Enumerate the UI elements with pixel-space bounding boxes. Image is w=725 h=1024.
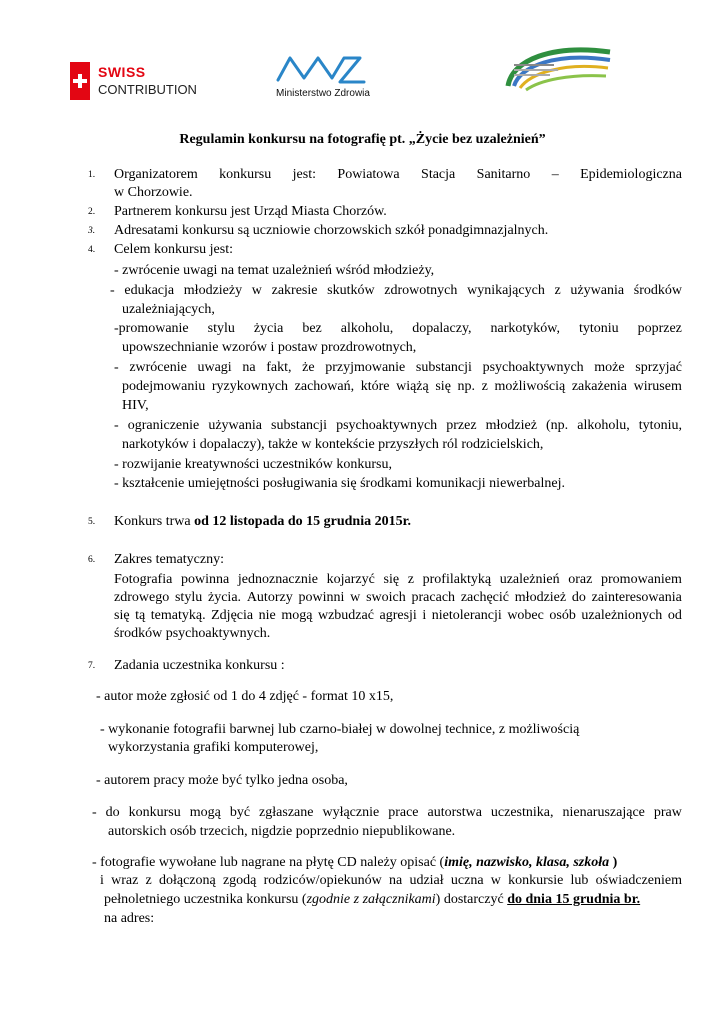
item-4-goal-c-line-1-word: życia: [253, 321, 284, 336]
item-5-text: [114, 513, 411, 531]
item-7-task-d-line-1-word: konkursu: [128, 805, 181, 820]
item-6-line-3-word: się: [114, 608, 130, 623]
item-6-line-2-word: pracach: [411, 590, 456, 605]
item-4-goal-c-line-1-word: narkotyków,: [490, 321, 560, 336]
item-6-line-2-word: młodzież: [514, 590, 567, 605]
item-4-goal-b-line-1-word: używania: [570, 283, 625, 298]
item-4-goal-d-line-1-word: sprzyjać: [635, 360, 682, 375]
item-7-task-e-prefix: - fotografie wywołane lub nagrane na płytę CD należy opisać (: [92, 855, 445, 870]
item-4-goal-c-line-1-word: bez: [302, 321, 322, 336]
item-6-line-1-word: się: [383, 572, 400, 587]
item-6-text: Zakres tematyczny:: [114, 552, 225, 567]
item-7-task-e-line-2-word: na: [389, 873, 403, 888]
item-7-task-d-line-1-word: zgłaszane: [259, 805, 314, 820]
item-4-goal-e-line-1-word: tytoniu,: [638, 418, 682, 433]
item-4-goal-c-line-1-word: alkoholu,: [340, 321, 394, 336]
item-7-task-d-line-1-word: uczestnika,: [490, 805, 554, 820]
item-4-number: 4.: [88, 245, 96, 255]
item-2-text: Partnerem konkursu jest Urząd Miasta Chorzów.: [114, 204, 387, 219]
swiss-logo-line2: CONTRIBUTION: [98, 82, 197, 97]
item-6-line-3-word: Zdjęcia: [211, 608, 254, 623]
item-4-goal-e-line-1-word: substancji: [271, 418, 328, 433]
item-5-number: 5.: [88, 517, 96, 527]
item-6-line-1-word: jednoznacznie: [237, 572, 318, 587]
item-6-line-3-word: tematyką.: [150, 608, 206, 623]
item-7-task-e-line-4: na adres:: [104, 911, 155, 926]
document-title: Regulamin konkursu na fotografię pt. „Życie bez uzależnień”: [179, 132, 546, 147]
item-5-prefix: Konkurs trwa: [114, 514, 195, 529]
item-4-goal-d-line-1-word: może: [594, 360, 625, 375]
item-4-goal-b-line-1-word: edukacja: [124, 283, 175, 298]
item-6-line-3-word: nie: [258, 608, 276, 623]
item-1-number: 1.: [88, 170, 96, 180]
item-4-goal-b-line-1-word: środków: [633, 283, 682, 298]
item-1-line-1: [114, 166, 682, 184]
item-7-task-b-line-2: wykorzystania grafiki komputerowej,: [108, 740, 319, 755]
item-7-task-d-line-1: [92, 804, 682, 822]
item-4-goal-d-line-2-word: podejmowaniu: [122, 379, 206, 394]
item-1-line-1-word: Organizatorem: [114, 167, 198, 182]
ministry-mz-icon: [268, 52, 378, 88]
item-1-line-1-word: Sanitarno: [476, 167, 531, 182]
item-4-goal-e-line-1-word: ograniczenie: [127, 418, 200, 433]
item-7-task-e-line-3: [104, 891, 640, 909]
item-4-goal-d-line-3: HIV,: [122, 398, 149, 413]
item-4-goal-f: - rozwijanie kreatywności uczestników konkursu,: [114, 457, 392, 472]
item-4-goal-b-line-1-word: zdrowotnych: [384, 283, 458, 298]
item-4-goal-b-line-1-word: -: [110, 283, 115, 298]
item-4-goal-e-line-1: [114, 417, 682, 435]
item-4-goal-b-line-1-word: młodzieży: [183, 283, 243, 298]
item-4-goal-d-line-1-word: psychoaktywnych: [482, 360, 584, 375]
item-4-goal-c-line-1-word: tytoniu: [578, 321, 619, 336]
item-4-text: Celem konkursu jest:: [114, 242, 233, 257]
item-4-goal-e-line-1-word: młodzież: [485, 418, 537, 433]
item-6-line-3-word: nietolerancji: [431, 608, 502, 623]
item-4-goal-b-line-1: [110, 282, 682, 300]
item-7-task-e-line-2-word: i: [100, 873, 104, 888]
item-4-goal-d-line-2-word: zakażenia: [571, 379, 628, 394]
item-7-number: 7.: [88, 661, 96, 671]
item-4-goal-d-line-2-word: ryzykownych: [211, 379, 289, 394]
item-7-task-d-line-1-word: wyłącznie: [322, 805, 380, 820]
item-6-line-2-word: stylu: [174, 590, 203, 605]
item-4-goal-c-line-1-word: dopalaczy,: [412, 321, 472, 336]
item-6-line-2-word: swoich: [366, 590, 406, 605]
item-7-task-d-line-2: autorskich osób trzecich, nigdzie poprzednio niepublikowane.: [108, 824, 456, 839]
item-6-line-3-word: osób: [549, 608, 576, 623]
item-1-line-1-word: Powiatowa: [337, 167, 400, 182]
item-7-deadline: do dnia 15 grudnia br.: [507, 892, 641, 907]
item-6-line-1-word: Fotografia: [114, 572, 173, 587]
item-4-goal-d-line-2-word: wirusem: [633, 379, 682, 394]
item-4-goal-d-line-2-word: możliwością: [494, 379, 566, 394]
item-6-line-4: środków psychoaktywnych.: [114, 626, 271, 641]
item-6-line-3-word: wobec: [507, 608, 544, 623]
item-1-line-1-word: Stacja: [421, 167, 456, 182]
item-4-goal-b-line-1-word: z: [554, 283, 561, 298]
item-7-task-e-line-2-word: konkursie: [508, 873, 564, 888]
item-7-task-e3-italic: zgodnie z załącznikami: [306, 892, 436, 907]
item-6-number: 6.: [88, 555, 96, 565]
item-7-task-e-italic: imię, nazwisko, klasa, szkoła: [444, 855, 610, 870]
item-4-goal-b-line-1-word: skutków: [327, 283, 375, 298]
item-6-line-3-word: od: [667, 608, 682, 623]
item-6-line-3-word: agresji: [379, 608, 417, 623]
item-6-line-2-word: Autorzy: [246, 590, 293, 605]
item-4-goal-b-line-1-word: zakresie: [271, 283, 318, 298]
item-4-goal-d-line-1: [114, 359, 682, 377]
item-6-line-2-word: powinni: [298, 590, 345, 605]
item-7-task-d-line-1-word: prace: [388, 805, 419, 820]
item-7-task-e3-prefix: pełnoletniego uczestnika konkursu (: [104, 892, 307, 907]
item-4-goal-d-line-1-word: fakt,: [266, 360, 292, 375]
item-4-goal-c-line-1-word: stylu: [207, 321, 235, 336]
swiss-contribution-logo: [70, 62, 197, 102]
item-7-task-e3-mid: ) dostarczyć: [435, 892, 508, 907]
item-4-goal-e-line-2: narkotyków i dopalaczy), także w kontekście przyszłych ról rodzicielskich,: [122, 437, 544, 452]
item-6-line-3-word: tą: [135, 608, 146, 623]
item-4-goal-d-line-1-word: substancji: [415, 360, 472, 375]
item-4-goal-e-line-1-word: alkoholu,: [577, 418, 630, 433]
item-6-line-2-word: życia.: [208, 590, 242, 605]
item-1-line-1-word: jest:: [292, 167, 316, 182]
item-6-line-1-word: kojarzyć: [326, 572, 375, 587]
item-4-goal-b-line-1-word: wynikających: [467, 283, 545, 298]
item-4-goal-c-line-1-word: -promowanie: [114, 321, 189, 336]
item-1-line-1-word: –: [551, 167, 559, 182]
item-6-line-3-word: i: [422, 608, 427, 623]
item-7-task-d-line-1-word: -: [92, 805, 97, 820]
item-7-task-a: - autor może zgłosić od 1 do 4 zdjęć - format 10 x15,: [96, 689, 394, 704]
item-7-task-d-line-1-word: być: [229, 805, 251, 820]
item-7-text: Zadania uczestnika konkursu :: [114, 658, 285, 673]
item-4-goal-g: - kształcenie umiejętności posługiwania się środkami komunikacji niewerbalnej.: [114, 476, 565, 491]
item-7-task-e-line-1: [92, 854, 617, 872]
item-7-task-e-line-2-word: wraz: [111, 873, 139, 888]
item-4-goal-d-line-1-word: -: [114, 360, 119, 375]
item-4-goal-d-line-2-word: np.: [457, 379, 476, 394]
item-4-goal-d-line-1-word: uwagi: [197, 360, 232, 375]
item-6-line-3-word: mogą: [281, 608, 313, 623]
item-6-line-2: [114, 589, 682, 607]
item-6-line-2-word: zdrowego: [114, 590, 170, 605]
item-7-task-e-line-2-word: lub: [570, 873, 589, 888]
item-7-task-e-line-2-word: dołączoną: [158, 873, 216, 888]
item-6-line-1-word: z: [407, 572, 414, 587]
item-6-line-2-word: zachęcić: [460, 590, 510, 605]
item-7-task-b-line-1: - wykonanie fotografii barwnej lub czarno-białej w dowolnej technice, z możliwością: [100, 722, 580, 737]
item-7-task-e-line-2-word: udział: [409, 873, 444, 888]
item-4-goal-d-line-1-word: na: [242, 360, 256, 375]
item-4-goal-e-line-1-word: -: [114, 418, 119, 433]
item-5-dates: od 12 listopada do 15 grudnia 2015r.: [194, 514, 412, 529]
item-1-line-2: w Chorzowie.: [114, 185, 193, 200]
item-4-goal-c-line-2: upowszechnianie wzorów i postaw prozdrowotnych,: [122, 340, 417, 355]
item-4-goal-e-line-1-word: (np.: [546, 418, 569, 433]
item-6-line-1-word: powinna: [181, 572, 230, 587]
ministry-caption: Ministerstwo Zdrowia: [276, 88, 370, 99]
item-7-task-e-line-2-word: oświadczeniem: [595, 873, 682, 888]
item-1-line-1-word: Epidemiologiczna: [580, 167, 682, 182]
item-6-line-3: [114, 607, 682, 625]
item-3-text: Adresatami konkursu są uczniowie chorzowskich szkół ponadgimnazjalnych.: [114, 223, 549, 238]
item-6-line-2-word: do: [571, 590, 586, 605]
item-7-task-e-suffix: ): [609, 855, 618, 870]
item-6-line-1-word: uzależnień: [499, 572, 560, 587]
item-4-goal-e-line-1-word: przez: [446, 418, 477, 433]
item-6-line-1: [114, 571, 682, 589]
item-4-goal-e-line-1-word: psychoaktywnych: [336, 418, 438, 433]
item-4-goal-b-line-2: uzależniających,: [122, 302, 215, 317]
item-2-number: 2.: [88, 207, 96, 217]
item-7-task-e-line-2-word: rodziców/opiekunów: [263, 873, 382, 888]
item-6-line-3-word: wzbudzać: [317, 608, 374, 623]
item-6-line-2-word: zainteresowania: [591, 590, 682, 605]
item-6-line-1-word: promowaniem: [601, 572, 682, 587]
item-4-goal-d-line-1-word: zwrócenie: [129, 360, 187, 375]
item-4-goal-d-line-2: [122, 378, 682, 396]
item-3-number: 3.: [88, 226, 96, 236]
item-4-goal-c-line-1: [114, 320, 682, 338]
item-4-goal-e-line-1-word: używania: [208, 418, 262, 433]
item-1-line-1-word: konkursu: [219, 167, 272, 182]
item-4-goal-d-line-1-word: przyjmowanie: [325, 360, 406, 375]
item-7-task-e-line-2-word: zgodą: [222, 873, 257, 888]
item-6-line-1-word: oraz: [568, 572, 593, 587]
swiss-logo-line1: SWISS: [98, 64, 146, 80]
item-7-task-d-line-1-word: praw: [653, 805, 682, 820]
sanitary-station-logo-icon: [500, 42, 615, 94]
item-6-line-2-word: w: [350, 590, 361, 605]
item-6-line-3-word: uzależnionych: [581, 608, 663, 623]
item-7-task-d-line-1-word: do: [105, 805, 120, 820]
item-4-goal-d-line-2-word: które: [360, 379, 390, 394]
item-4-goal-a: - zwrócenie uwagi na temat uzależnień wśród młodzieży,: [114, 263, 435, 278]
item-7-task-c: - autorem pracy może być tylko jedna osoba,: [96, 773, 348, 788]
item-4-goal-d-line-2-word: zachowań,: [294, 379, 355, 394]
item-4-goal-d-line-1-word: że: [302, 360, 315, 375]
item-7-task-e-line-2-word: z: [145, 873, 152, 888]
item-7-task-e-line-2: [100, 872, 682, 890]
item-7-task-d-line-1-word: mogą: [189, 805, 221, 820]
item-4-goal-d-line-2-word: się: [435, 379, 451, 394]
item-7-task-d-line-1-word: autorstwa: [427, 805, 482, 820]
item-4-goal-c-line-1-word: poprzez: [637, 321, 682, 336]
ministry-of-health-logo: [268, 52, 378, 104]
item-4-goal-b-line-1-word: w: [251, 283, 262, 298]
item-7-task-e-line-2-word: uczna: [450, 873, 484, 888]
item-7-task-e-line-2-word: w: [490, 873, 501, 888]
item-7-task-d-line-1-word: nienaruszające: [562, 805, 645, 820]
item-4-goal-d-line-2-word: wiążą: [396, 379, 429, 394]
item-4-goal-d-line-2-word: z: [481, 379, 488, 394]
swiss-cross-icon: [70, 62, 90, 100]
item-6-line-1-word: profilaktyką: [422, 572, 492, 587]
